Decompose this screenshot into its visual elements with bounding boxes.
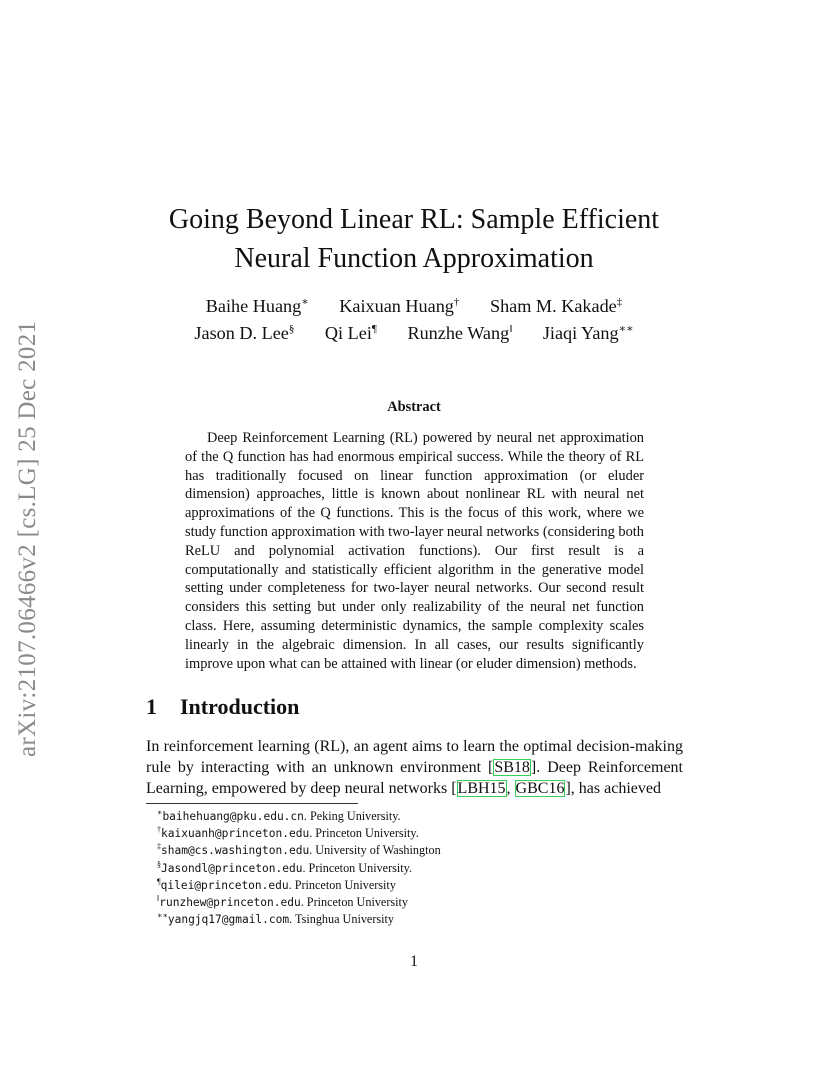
footnote-email: yangjq17@gmail.com [167,913,290,927]
footnote [157,860,441,877]
title-line-2: Neural Function Approximation [234,243,594,274]
author [206,293,309,320]
intro-paragraph [146,737,683,799]
footnote-mark: ¶ [157,876,161,886]
footnote-affiliation: . University of Washington [309,843,441,858]
footnote [157,842,441,859]
footnote-mark: ∗ [157,808,163,817]
footnote-mark: ∗∗ [157,911,168,921]
footnote [157,825,441,842]
abstract-heading: Abstract [387,399,441,415]
author-footnote-mark: ∗ [301,296,309,308]
author-name: Runzhe Wang [407,323,510,343]
paper-title [130,200,698,278]
author-footnote-mark: § [288,323,295,335]
citation-separator: , [506,779,515,797]
footnote-mark: ‡ [157,842,161,852]
section-title: Introduction [180,694,300,719]
footnote-affiliation: . Tsinghua University [289,912,395,927]
author [490,293,622,320]
author-list [130,293,698,347]
footnote-email: Jasondl@princeton.edu [161,861,303,875]
footnote [157,894,441,911]
footnote-email: kaixuanh@princeton.edu [161,827,310,841]
footnotes [157,808,441,928]
author-footnote-mark: ‖ [509,323,513,335]
footnote-mark: † [157,825,161,835]
author-footnote-mark: † [453,296,460,308]
author [543,320,634,347]
title-line-1: Going Beyond Linear RL: Sample Efficient [168,204,660,235]
author [325,320,377,347]
author-footnote-mark: ¶ [371,323,377,335]
author-name: Kaixuan Huang [339,296,454,316]
author [407,320,512,347]
footnote-email: sham@cs.washington.edu [161,844,310,858]
author-name: Jason D. Lee [194,323,289,343]
intro-text: In reinforcement learning (RL), an agent aims to learn the optimal decision-making rule by interacting with an unknown environment [ [146,738,683,776]
section-heading [146,694,299,720]
footnote-mark: ‖ [157,894,160,904]
citation-link[interactable]: GBC16 [515,779,565,797]
footnote-email: baihehuang@pku.edu.cn [162,810,304,823]
footnote-mark: § [157,859,161,869]
author-name: Baihe Huang [205,296,302,316]
author-name: Jiaqi Yang [542,323,619,343]
author-name: Sham M. Kakade [489,296,617,316]
footnote [157,911,441,928]
citation-link[interactable]: LBH15 [457,779,506,797]
footnote-email: runzhew@princeton.edu [159,896,301,910]
section-number: 1 [146,694,157,719]
author-name: Qi Lei [324,323,372,343]
footnote-affiliation: . Princeton University. [309,826,419,841]
footnote [157,877,441,894]
abstract-text: Deep Reinforcement Learning (RL) powered by neural net approximation of the Q function has had enormous empirical success. While the theory of RL has traditionally focused on linear function approximation (or eluder dimension) approaches, little is known about nonlinear RL with neural net approximations of the Q functions. This is the focus of this work, where we study function approximation with two-layer neural networks (considering both ReLU and polynomial activation functions). Our first result is a computationally and statistically efficient algorithm in the generative model setting under completeness for two-layer neural networks. Our second result considers this setting but under only realizability of the neural net function class. Here, assuming deterministic dynamics, the sample complexity scales linearly in the algebraic dimension. In all cases, our results significantly improve upon what can be attained with linear (or eluder dimension) methods. [185,430,644,672]
author [194,320,294,347]
author-row-2 [130,320,698,347]
author-footnote-mark: ∗∗ [618,323,634,335]
arxiv-identifier: arXiv:2107.06466v2 [cs.LG] 25 Dec 2021 [14,320,41,757]
footnote-email: qilei@princeton.edu [160,878,289,892]
page-number: 1 [410,953,418,970]
author-row-1 [130,293,698,320]
author [339,293,459,320]
intro-text: ], has achieved [565,779,661,797]
intro-text: ]. Deep Reinforcement Learning, empowered by deep neural networks [ [146,758,684,797]
citation-link[interactable]: SB18 [494,758,530,776]
footnote [157,808,441,825]
footnote-rule [146,803,358,804]
footnote-affiliation: . Peking University. [303,809,401,823]
author-footnote-mark: ‡ [616,296,623,308]
footnote-affiliation: . Princeton University [300,895,409,910]
footnote-affiliation: . Princeton University. [302,860,413,875]
footnote-affiliation: . Princeton University [288,877,396,892]
